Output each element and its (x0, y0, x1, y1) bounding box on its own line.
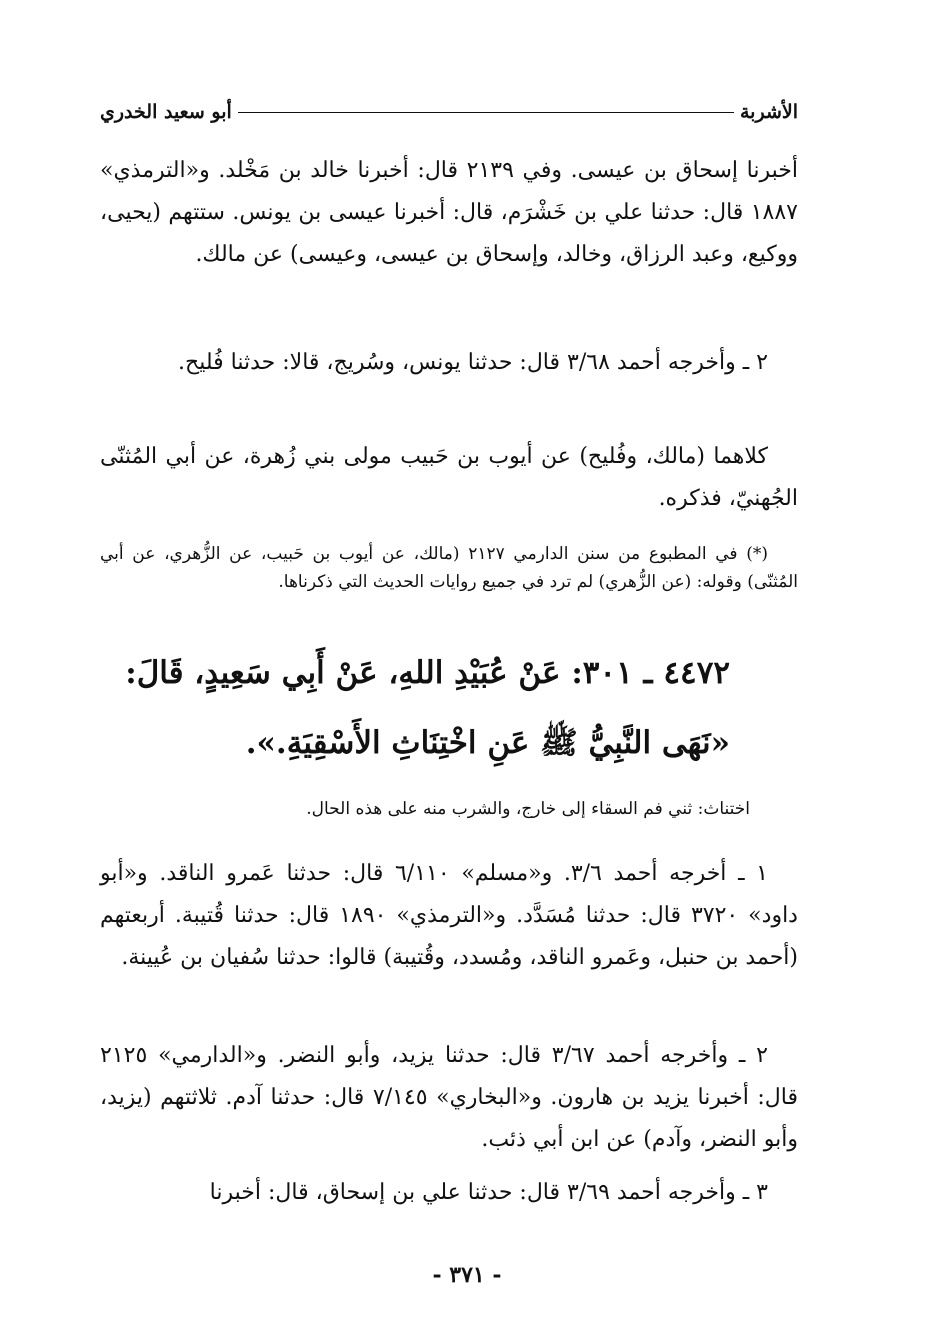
takhrij-3: ٣ ـ وأخرجه أحمد ٣/٦٩ قال: حدثنا علي بن إسحاق، قال: أخبرنا (209, 1180, 768, 1205)
word-definition: اختناث: ثني فم السقاء إلى خارج، والشرب منه على هذه الحال. (306, 799, 750, 819)
page-number: - ٣٧١ - (432, 1262, 502, 1288)
paragraph-2: ٢ ـ وأخرجه أحمد ٣/٦٨ قال: حدثنا يونس، وسُريج، قالا: حدثنا فُليح. (178, 350, 768, 375)
running-header (100, 96, 798, 128)
header-rule (238, 112, 734, 113)
hadith-line-2: «نَهَى النَّبِيُّ ﷺ عَنِ اخْتِنَاثِ الأَسْقِيَةِ.». (245, 725, 730, 761)
narrator-title: أبو سعيد الخدري (100, 101, 232, 123)
paragraph-1: أخبرنا إسحاق بن عيسى. وفي ٢١٣٩ قال: أخبرنا خالد بن مَخْلد. و«الترمذي» ١٨٨٧ قال: حدثنا علي بن خَشْرَم، قال: أخبرنا عيسى بن يونس. ستتهم (يحيى، ووكيع، وعبد الرزاق، وخالد، وإسحاق بن عيسى، وعيسى) عن مالك. (100, 158, 798, 267)
takhrij-1: ١ ـ أخرجه أحمد ٣/٦. و«مسلم» ٦/١١٠ قال: حدثنا عَمرو الناقد. و«أبو داود» ٣٧٢٠ قال: حدثنا مُسَدَّد. و«الترمذي» ١٨٩٠ قال: حدثنا قُتيبة. أربعتهم (أحمد بن حنبل، وعَمرو الناقد، ومُسدد، وقُتيبة) قالوا: حدثنا سُفيان بن عُيينة. (100, 861, 798, 970)
hadith-line-1: ٤٤٧٢ ـ ٣٠١: عَنْ عُبَيْدِ اللهِ، عَنْ أَبِي سَعِيدٍ، قَالَ: (125, 655, 730, 691)
takhrij-2: ٢ ـ وأخرجه أحمد ٣/٦٧ قال: حدثنا يزيد، وأبو النضر. و«الدارمي» ٢١٢٥ قال: أخبرنا يزيد بن هارون. و«البخاري» ٧/١٤٥ قال: حدثنا آدم. ثلاثتهم (يزيد، وأبو النضر، وآدم) عن ابن أبي ذئب. (100, 1043, 798, 1152)
hadith-text (100, 638, 730, 778)
chapter-title: الأشربة (740, 101, 798, 123)
footnote: (*) في المطبوع من سنن الدارمي ٢١٢٧ (مالك، عن أيوب بن حَبيب، عن الزُّهري، عن أبي المُثنّى) وقوله: (عن الزُّهري) لم ترد في جميع روايات الحديث التي ذكرناها. (100, 544, 798, 592)
paragraph-3: كلاهما (مالك، وفُليح) عن أيوب بن حَبيب مولى بني زُهرة، عن أبي المُثنّى الجُهنيّ، فذكره. (100, 444, 798, 511)
